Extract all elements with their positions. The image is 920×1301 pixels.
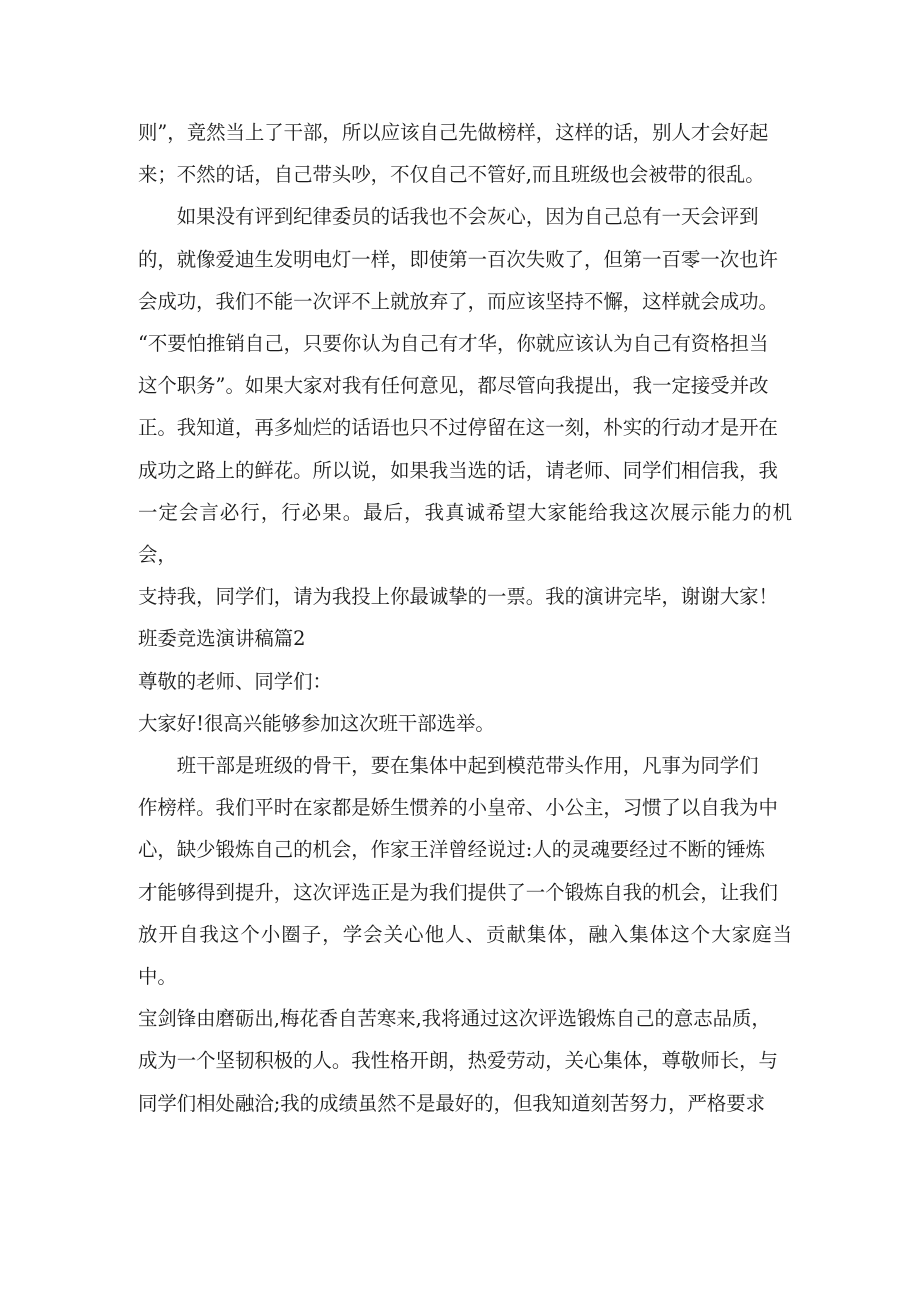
text-line: 则”，竟然当上了干部，所以应该自己先做榜样，这样的话，别人才会好起 (138, 121, 769, 144)
text-line: 心，缺少锻炼自己的机会，作家王洋曾经说过:人的灵魂要经过不断的锤炼 (138, 838, 766, 862)
greeting (138, 703, 792, 745)
text-line: 正。我知道，再多灿烂的话语也只不过停留在这一刻，朴实的行动才是开在 (138, 416, 778, 440)
text-line: 一定会言必行，行必果。最后，我真诚希望大家能给我这次展示能力的机会， (138, 500, 792, 567)
text-line: 大家好!很高兴能够参加这次班干部选举。 (138, 711, 495, 735)
text-line: 会成功，我们不能一次评不上就放弃了，而应该坚持不懈，这样就会成功。 (138, 289, 778, 313)
salutation (138, 661, 792, 703)
text-line: 才能够得到提升，这次评选正是为我们提供了一个锻炼自我的机会，让我们 (138, 880, 778, 904)
text-line: 的，就像爱迪生发明电灯一样，即使第一百次失败了，但第一百零一次也许 (138, 247, 778, 271)
text-line: 来；不然的话，自己带头吵，不仅自己不管好,而且班级也会被带的很乱。 (138, 163, 765, 187)
paragraph (138, 196, 792, 618)
text-line: 成为一个坚韧积极的人。我性格开朗，热爱劳动，关心集体，尊敬师长，与 (138, 1049, 778, 1073)
text-line: 支持我，同学们，请为我投上你最诚挚的一票。我的演讲完毕，谢谢大家！ (138, 585, 778, 609)
paragraph-continuation (138, 112, 792, 196)
text-line: 如果没有评到纪律委员的话我也不会灰心，因为自己总有一天会评到 (176, 205, 759, 229)
text-line: 放开自我这个小圈子，学会关心他人、贡献集体，融入集体这个大家庭当中。 (138, 922, 792, 989)
text-line: 班干部是班级的骨干，要在集体中起到模范带头作用，凡事为同学们 (176, 754, 759, 778)
section-heading (138, 618, 792, 660)
text-line: “不要怕推销自己，只要你认为自己有才华，你就应该认为自己有资格担当 (138, 332, 769, 356)
text-line: 尊敬的老师、同学们： (138, 669, 332, 693)
document-body (138, 112, 792, 1125)
paragraph (138, 745, 792, 1125)
text-line: 同学们相处融洽;我的成绩虽然不是最好的，但我知道刻苦努力，严格要求 (138, 1091, 766, 1115)
heading-text: 班委竞选演讲稿篇2 (138, 627, 306, 651)
text-line: 作榜样。我们平时在家都是娇生惯养的小皇帝、小公主，习惯了以自我为中 (138, 796, 778, 820)
text-line: 成功之路上的鲜花。所以说，如果我当选的话，请老师、同学们相信我，我 (138, 458, 778, 482)
text-line: 宝剑锋由磨砺出,梅花香自苦寒来,我将通过这次评选锻炼自己的意志品质， (138, 1007, 771, 1031)
text-line: 这个职务”。如果大家对我有任何意见，都尽管向我提出，我一定接受并改 (138, 374, 769, 398)
